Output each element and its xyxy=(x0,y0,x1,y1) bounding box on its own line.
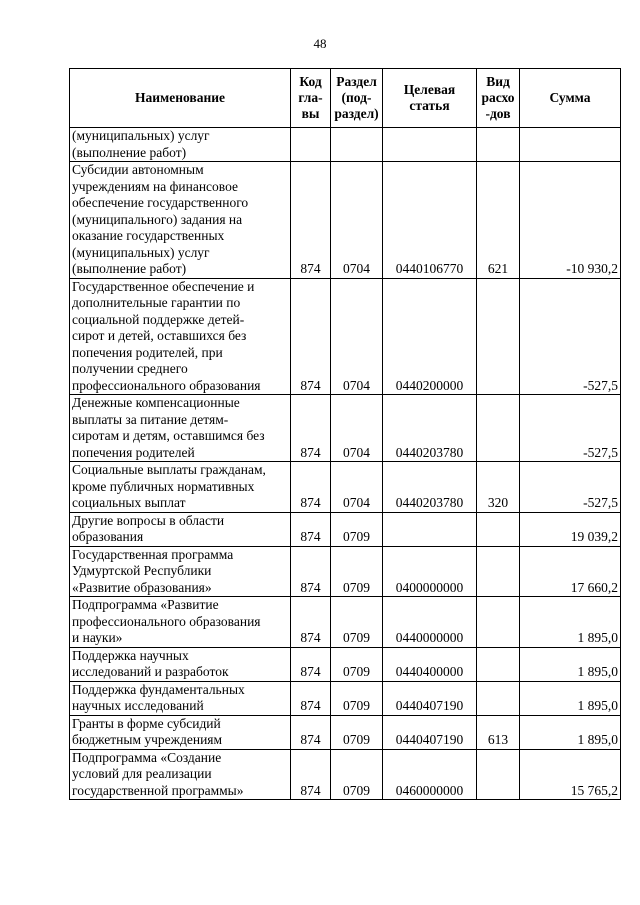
row-code: 874 xyxy=(291,597,331,648)
table-row xyxy=(70,128,621,162)
header-name xyxy=(70,69,291,128)
row-amount xyxy=(520,128,621,162)
header-code-text: Код гла- вы xyxy=(298,74,323,121)
header-section-text: Раздел (под- раздел) xyxy=(334,74,379,121)
row-kind: 621 xyxy=(477,162,520,279)
row-code: 874 xyxy=(291,749,331,800)
table-row xyxy=(70,278,621,395)
header-kind-text: Вид расхо -дов xyxy=(481,74,515,121)
row-section: 0709 xyxy=(331,597,383,648)
row-name: Денежные компенсационные выплаты за питание детям- сиротам и детям, оставшимся без попечения родителей xyxy=(70,395,291,462)
row-section: 0704 xyxy=(331,395,383,462)
row-amount: -527,5 xyxy=(520,278,621,395)
row-name: Подпрограмма «Развитие профессионального образования и науки» xyxy=(70,597,291,648)
row-kind xyxy=(477,128,520,162)
row-section: 0709 xyxy=(331,512,383,546)
row-code: 874 xyxy=(291,395,331,462)
row-name: Другие вопросы в области образования xyxy=(70,512,291,546)
table-header-row xyxy=(70,69,621,128)
row-name: (муниципальных) услуг (выполнение работ) xyxy=(70,128,291,162)
row-code: 874 xyxy=(291,681,331,715)
row-section: 0704 xyxy=(331,462,383,513)
row-amount: 17 660,2 xyxy=(520,546,621,597)
table-row xyxy=(70,395,621,462)
row-section: 0704 xyxy=(331,162,383,279)
row-kind xyxy=(477,681,520,715)
table-row xyxy=(70,749,621,800)
row-code: 874 xyxy=(291,647,331,681)
row-target: 0440106770 xyxy=(383,162,477,279)
row-target: 0440000000 xyxy=(383,597,477,648)
row-code: 874 xyxy=(291,715,331,749)
row-target: 0460000000 xyxy=(383,749,477,800)
table-row xyxy=(70,546,621,597)
row-target xyxy=(383,512,477,546)
row-amount: 1 895,0 xyxy=(520,681,621,715)
table-row xyxy=(70,462,621,513)
row-kind xyxy=(477,512,520,546)
header-target xyxy=(383,69,477,128)
table-row xyxy=(70,681,621,715)
row-code: 874 xyxy=(291,512,331,546)
row-kind xyxy=(477,546,520,597)
header-amount xyxy=(520,69,621,128)
row-target: 0440203780 xyxy=(383,395,477,462)
table-row xyxy=(70,162,621,279)
row-target xyxy=(383,128,477,162)
row-section: 0709 xyxy=(331,715,383,749)
row-name: Субсидии автономным учреждениям на финансовое обеспечение государственного (муниципального) задания на оказание государственных (муниципальных) услуг (выполнение работ) xyxy=(70,162,291,279)
row-amount: -10 930,2 xyxy=(520,162,621,279)
row-amount: 1 895,0 xyxy=(520,715,621,749)
header-target-text: Целевая статья xyxy=(403,82,456,113)
row-section xyxy=(331,128,383,162)
row-target: 0440200000 xyxy=(383,278,477,395)
row-section: 0704 xyxy=(331,278,383,395)
row-name: Гранты в форме субсидий бюджетным учреждениям xyxy=(70,715,291,749)
row-amount: -527,5 xyxy=(520,395,621,462)
header-name-text: Наименование xyxy=(135,90,225,105)
row-name: Государственная программа Удмуртской Республики «Развитие образования» xyxy=(70,546,291,597)
row-amount: -527,5 xyxy=(520,462,621,513)
row-target: 0400000000 xyxy=(383,546,477,597)
row-code xyxy=(291,128,331,162)
row-amount: 1 895,0 xyxy=(520,647,621,681)
row-kind: 613 xyxy=(477,715,520,749)
row-code: 874 xyxy=(291,462,331,513)
row-section: 0709 xyxy=(331,546,383,597)
row-target: 0440407190 xyxy=(383,715,477,749)
row-amount: 15 765,2 xyxy=(520,749,621,800)
row-amount: 19 039,2 xyxy=(520,512,621,546)
row-target: 0440400000 xyxy=(383,647,477,681)
table-row xyxy=(70,597,621,648)
header-section xyxy=(331,69,383,128)
table-row xyxy=(70,647,621,681)
row-section: 0709 xyxy=(331,681,383,715)
row-name: Подпрограмма «Создание условий для реализации государственной программы» xyxy=(70,749,291,800)
row-code: 874 xyxy=(291,162,331,279)
row-section: 0709 xyxy=(331,647,383,681)
row-kind xyxy=(477,749,520,800)
row-amount: 1 895,0 xyxy=(520,597,621,648)
header-kind xyxy=(477,69,520,128)
row-kind: 320 xyxy=(477,462,520,513)
row-name: Поддержка фундаментальных научных исследований xyxy=(70,681,291,715)
row-kind xyxy=(477,278,520,395)
row-target: 0440407190 xyxy=(383,681,477,715)
header-amount-text: Сумма xyxy=(549,90,591,105)
row-name: Поддержка научных исследований и разработок xyxy=(70,647,291,681)
row-target: 0440203780 xyxy=(383,462,477,513)
row-code: 874 xyxy=(291,546,331,597)
row-kind xyxy=(477,647,520,681)
row-name: Государственное обеспечение и дополнительные гарантии по социальной поддержке детей- сирот и детей, оставшихся без попечения родителей, при получении среднего профессионального образования xyxy=(70,278,291,395)
row-code: 874 xyxy=(291,278,331,395)
table-row xyxy=(70,715,621,749)
row-name: Социальные выплаты гражданам, кроме публичных нормативных социальных выплат xyxy=(70,462,291,513)
row-kind xyxy=(477,597,520,648)
table-row xyxy=(70,512,621,546)
header-code xyxy=(291,69,331,128)
page-number: 48 xyxy=(313,36,327,51)
budget-table xyxy=(69,68,621,800)
row-section: 0709 xyxy=(331,749,383,800)
row-kind xyxy=(477,395,520,462)
